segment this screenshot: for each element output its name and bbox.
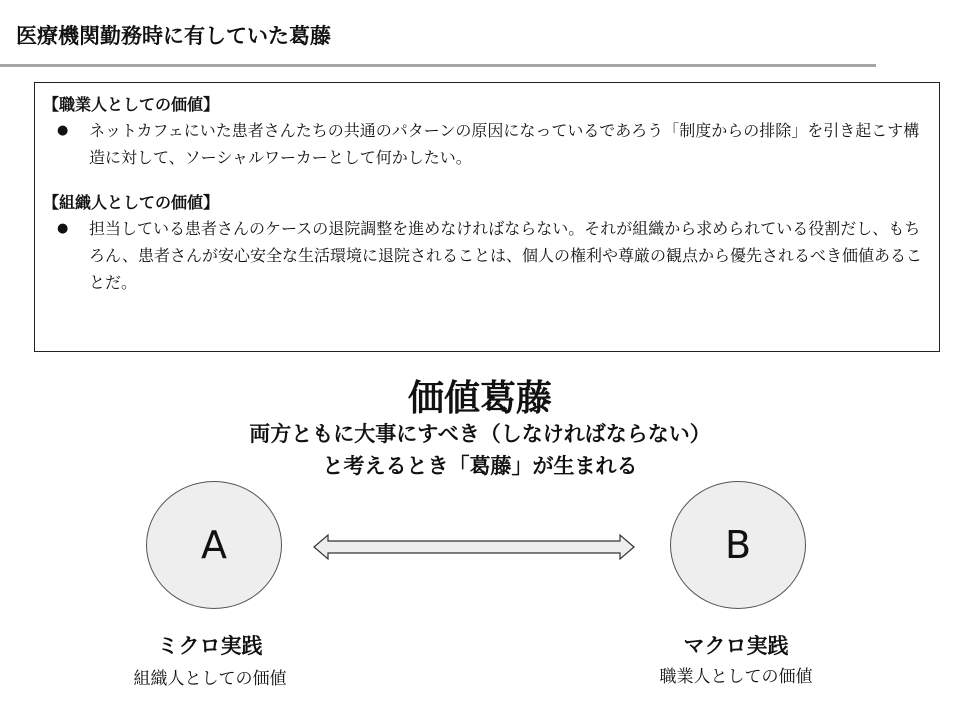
diagram-subtitle-line1: 両方ともに大事にすべき（しなければならない） (249, 422, 711, 446)
diagram-title: 価値葛藤 (407, 378, 552, 419)
node-b-circle (670, 481, 806, 609)
bullet-dot-icon: ● (57, 221, 69, 236)
section-heading: 【職業人としての価値】 (43, 95, 220, 114)
node-b-caption-main: マクロ実践 (683, 634, 789, 658)
bullet-item (43, 215, 929, 296)
slide-title: 医療機関勤務時に有していた葛藤 (16, 24, 331, 48)
value-box (34, 82, 940, 352)
bullet-dot-icon: ● (57, 123, 69, 138)
bullet-text: ネットカフェにいた患者さんたちの共通のパターンの原因になっているであろう「制度からの排除」を引き起こす構造に対して、ソーシャルワーカーとして何かしたい。 (89, 121, 920, 167)
section-heading: 【組織人としての価値】 (43, 193, 220, 212)
section-professional-value (43, 93, 929, 171)
node-b-caption-sub: 職業人としての価値 (659, 667, 813, 687)
bullet-text: 担当している患者さんのケースの退院調整を進めなければならない。それが組織から求められている役割だし、もちろん、患者さんが安心安全な生活環境に退院されることは、個人の権利や尊厳の観点から優先されるべき価値あることだ。 (89, 219, 922, 292)
node-a-caption-sub: 組織人としての価値 (133, 669, 287, 689)
node-a-circle (146, 481, 282, 609)
section-organizational-value (43, 191, 929, 296)
title-rule (0, 64, 876, 67)
double-arrow-shape (314, 535, 634, 559)
double-arrow-icon (312, 532, 636, 562)
diagram-subtitle-line2: と考えるとき「葛藤」が生まれる (322, 454, 638, 478)
node-a-letter: A (201, 523, 227, 567)
node-a-caption-main: ミクロ実践 (157, 634, 263, 658)
bullet-item (43, 117, 929, 171)
node-b-letter: B (724, 523, 752, 567)
